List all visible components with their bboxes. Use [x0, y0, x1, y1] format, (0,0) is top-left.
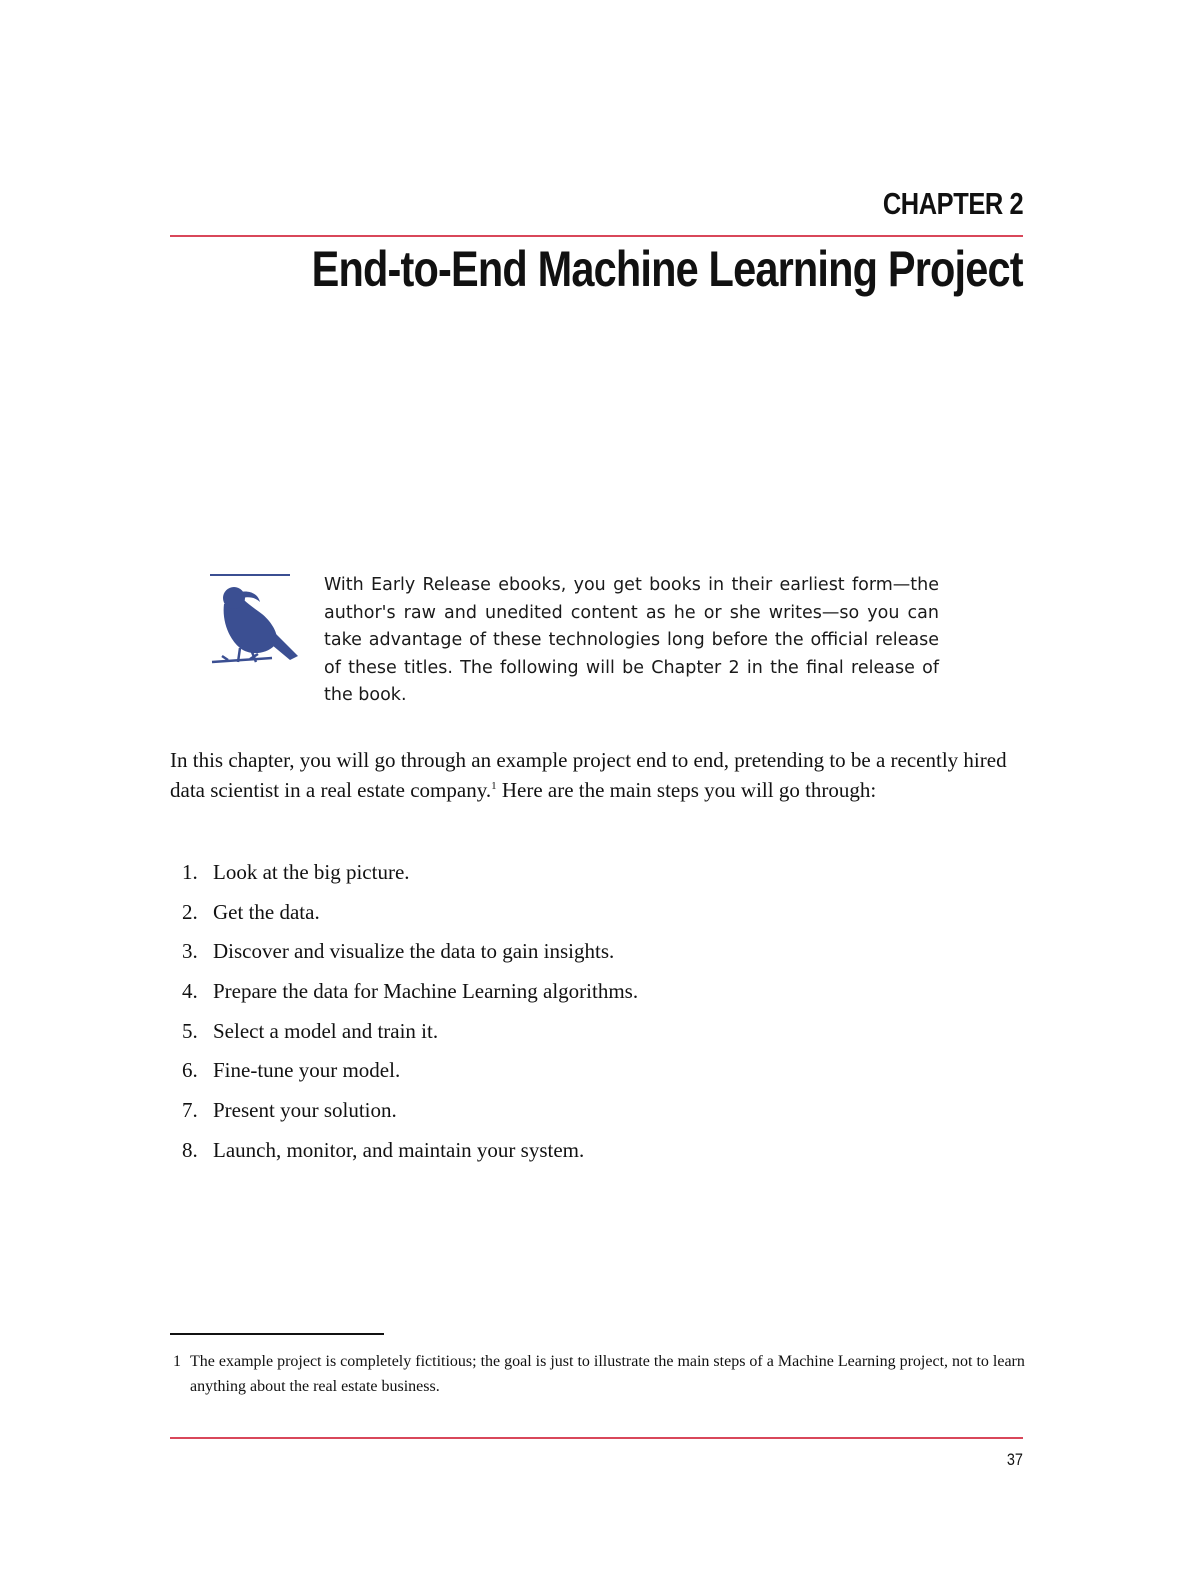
early-release-note — [210, 572, 940, 712]
list-item — [170, 858, 1025, 898]
step-number: 3. — [182, 939, 198, 964]
note-text: With Early Release ebooks, you get books in their earliest form—the author's raw and unedited content as he or she writes—so you can take advantage of these technologies long before the official release of these titles. The following will be Chapter 2 in the final release of the book. — [324, 575, 939, 705]
footnote-reference[interactable]: 1 — [491, 779, 497, 792]
list-item — [170, 937, 1025, 977]
intro-text: In this chapter, you will go through an example project end to end, pretending to be a recently hired data scientist in a real estate company. — [170, 748, 1007, 802]
step-text: Fine-tune your model. — [213, 1058, 401, 1083]
chapter-rule — [170, 235, 1023, 237]
step-text: Discover and visualize the data to gain insights. — [213, 939, 615, 964]
list-item — [170, 898, 1025, 938]
chapter-label: CHAPTER 2 — [882, 186, 1023, 221]
list-item — [170, 1017, 1025, 1057]
footnote-divider — [170, 1333, 384, 1335]
step-text: Prepare the data for Machine Learning algorithms. — [213, 979, 639, 1004]
footer-rule — [170, 1437, 1023, 1439]
chapter-title: End-to-End Machine Learning Project — [311, 241, 1023, 297]
footnote-text: The example project is completely fictitious; the goal is just to illustrate the main steps of a Machine Learning project, not to learn anything about the real estate business. — [190, 1353, 1025, 1395]
step-number: 5. — [182, 1018, 198, 1043]
steps-list — [170, 858, 1025, 1176]
intro-paragraph — [170, 746, 1025, 805]
step-text: Look at the big picture. — [213, 860, 410, 884]
step-number: 7. — [182, 1098, 198, 1123]
step-number: 6. — [182, 1058, 198, 1083]
step-number: 2. — [182, 899, 198, 924]
step-number: 4. — [182, 979, 198, 1004]
step-number: 1. — [182, 860, 198, 884]
footnote-number: 1 — [173, 1353, 181, 1370]
list-item — [170, 1056, 1025, 1096]
list-item — [170, 1136, 1025, 1176]
step-text: Get the data. — [213, 899, 320, 924]
page-number: 37 — [1006, 1450, 1023, 1469]
step-text: Launch, monitor, and maintain your system. — [213, 1137, 585, 1162]
step-text: Present your solution. — [213, 1098, 397, 1123]
intro-text-continued: Here are the main steps you will go through: — [496, 777, 877, 802]
bird-icon — [210, 578, 302, 664]
step-text: Select a model and train it. — [213, 1018, 439, 1043]
step-number: 8. — [182, 1137, 198, 1162]
list-item — [170, 977, 1025, 1017]
note-rule — [210, 574, 290, 576]
list-item — [170, 1096, 1025, 1136]
